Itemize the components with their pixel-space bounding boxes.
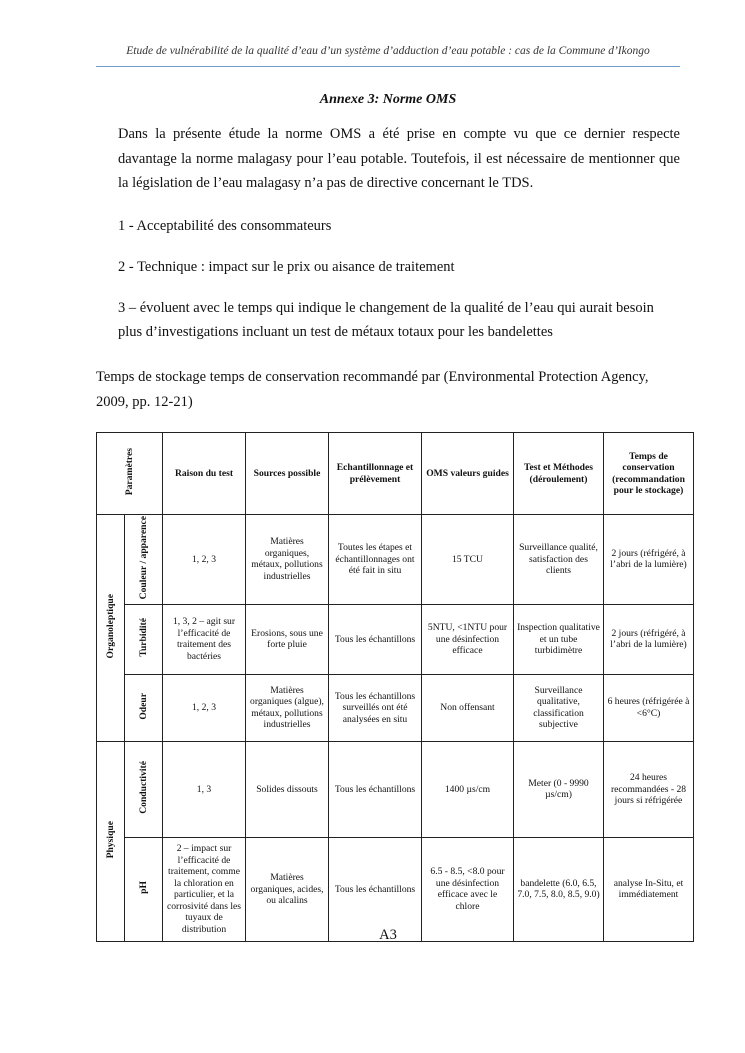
echantillonnage-cell: Tous les échantillons	[329, 604, 422, 674]
raison-cell: 2 – impact sur l’efficacité de traitement, comme la chloration en particulier, et la corrosivité dans les tuyaux de distribution	[163, 837, 246, 941]
sources-cell: Erosions, sous une forte pluie	[246, 604, 329, 674]
oms-cell: 6.5 - 8.5, <8.0 pour une désinfection efficace avec le chlore	[422, 837, 514, 941]
page-number: A3	[379, 927, 397, 943]
group-label: Physique	[105, 820, 116, 859]
header-sources: Sources possible	[246, 433, 329, 515]
echantillonnage-cell: Tous les échantillons surveillés ont été analysées en situ	[329, 674, 422, 741]
echantillonnage-cell: Tous les échantillons	[329, 837, 422, 941]
intro-paragraph: Dans la présente étude la norme OMS a été prise en compte vu que ce dernier respecte davantage la norme malagasy pour l’eau potable. Toutefois, il est nécessaire de mentionner que la législation de l’eau malagasy n’a pas de directive concernant le TDS.	[118, 126, 680, 191]
table-row	[97, 741, 694, 837]
param-label: Conductivité	[138, 761, 149, 814]
param-cell	[125, 674, 163, 741]
header-echantillonnage: Echantillonnage et prélèvement	[329, 433, 422, 515]
param-label: Couleur / apparence	[138, 516, 149, 600]
header-oms: OMS valeurs guides	[422, 433, 514, 515]
echantillonnage-cell: Toutes les étapes et échantillonnages ont été fait in situ	[329, 515, 422, 605]
storage-note-line-2: 2009, pp. 12-21)	[96, 394, 193, 410]
table-row	[97, 837, 694, 941]
param-label: Turbidité	[138, 618, 149, 657]
oms-norms-table	[96, 432, 694, 942]
sources-cell: Matières organiques, acides, ou alcalins	[246, 837, 329, 941]
table-row	[97, 604, 694, 674]
raison-cell: 1, 2, 3	[163, 515, 246, 605]
test-cell: bandelette (6.0, 6.5, 7.0, 7.5, 8.0, 8.5, 9.0)	[514, 837, 604, 941]
param-cell	[125, 604, 163, 674]
annex-title: Annexe 3: Norme OMS	[319, 92, 457, 107]
raison-cell: 1, 3	[163, 741, 246, 837]
note-2: 2 - Technique : impact sur le prix ou aisance de traitement	[118, 259, 455, 275]
oms-cell: 15 TCU	[422, 515, 514, 605]
running-header: Etude de vulnérabilité de la qualité d’eau d’un système d’adduction d’eau potable : cas de la Commune d’Ikongo	[126, 45, 650, 57]
test-cell: Surveillance qualitative, classification subjective	[514, 674, 604, 741]
sources-cell: Solides dissouts	[246, 741, 329, 837]
sources-cell: Matières organiques, métaux, pollutions industrielles	[246, 515, 329, 605]
test-cell: Meter (0 - 9990 µs/cm)	[514, 741, 604, 837]
header-parametres	[97, 433, 163, 515]
param-cell	[125, 837, 163, 941]
param-label: Odeur	[138, 692, 149, 720]
group-label: Organoleptique	[105, 593, 116, 659]
header-parametres-label: Paramètres	[124, 448, 135, 496]
header-test: Test et Méthodes (déroulement)	[514, 433, 604, 515]
test-cell: Surveillance qualité, satisfaction des clients	[514, 515, 604, 605]
sources-cell: Matières organiques (algue), métaux, pollutions industrielles	[246, 674, 329, 741]
raison-cell: 1, 3, 2 – agit sur l’efficacité de traitement des bactéries	[163, 604, 246, 674]
note-1: 1 - Acceptabilité des consommateurs	[118, 218, 332, 234]
oms-cell: 5NTU, <1NTU pour une désinfection efficace	[422, 604, 514, 674]
oms-cell: Non offensant	[422, 674, 514, 741]
param-label: pH	[138, 881, 149, 894]
param-cell	[125, 515, 163, 605]
header-divider	[96, 66, 680, 67]
group-physique	[97, 741, 125, 941]
param-cell	[125, 741, 163, 837]
table-header-row	[97, 433, 694, 515]
storage-note-line-1: Temps de stockage temps de conservation recommandé par (Environmental Protection Agency,	[96, 369, 649, 385]
table-row	[97, 674, 694, 741]
note-3-line-2: plus d’investigations incluant un test de métaux totaux pour les bandelettes	[118, 324, 553, 340]
note-3-line-1: 3 – évoluent avec le temps qui indique le changement de la qualité de l’eau qui aurait besoin	[118, 300, 654, 316]
group-organoleptique	[97, 515, 125, 742]
temps-cell: 6 heures (réfrigérée à <6°C)	[604, 674, 694, 741]
echantillonnage-cell: Tous les échantillons	[329, 741, 422, 837]
header-raison: Raison du test	[163, 433, 246, 515]
temps-cell: 24 heures recommandées - 28 jours si réfrigérée	[604, 741, 694, 837]
table-row	[97, 515, 694, 605]
test-cell: Inspection qualitative et un tube turbidimètre	[514, 604, 604, 674]
oms-cell: 1400 µs/cm	[422, 741, 514, 837]
temps-cell: analyse In-Situ, et immédiatement	[604, 837, 694, 941]
temps-cell: 2 jours (réfrigéré, à l’abri de la lumière)	[604, 515, 694, 605]
raison-cell: 1, 2, 3	[163, 674, 246, 741]
temps-cell: 2 jours (réfrigéré, à l’abri de la lumière)	[604, 604, 694, 674]
header-temps: Temps de conservation (recommandation pour le stockage)	[604, 433, 694, 515]
